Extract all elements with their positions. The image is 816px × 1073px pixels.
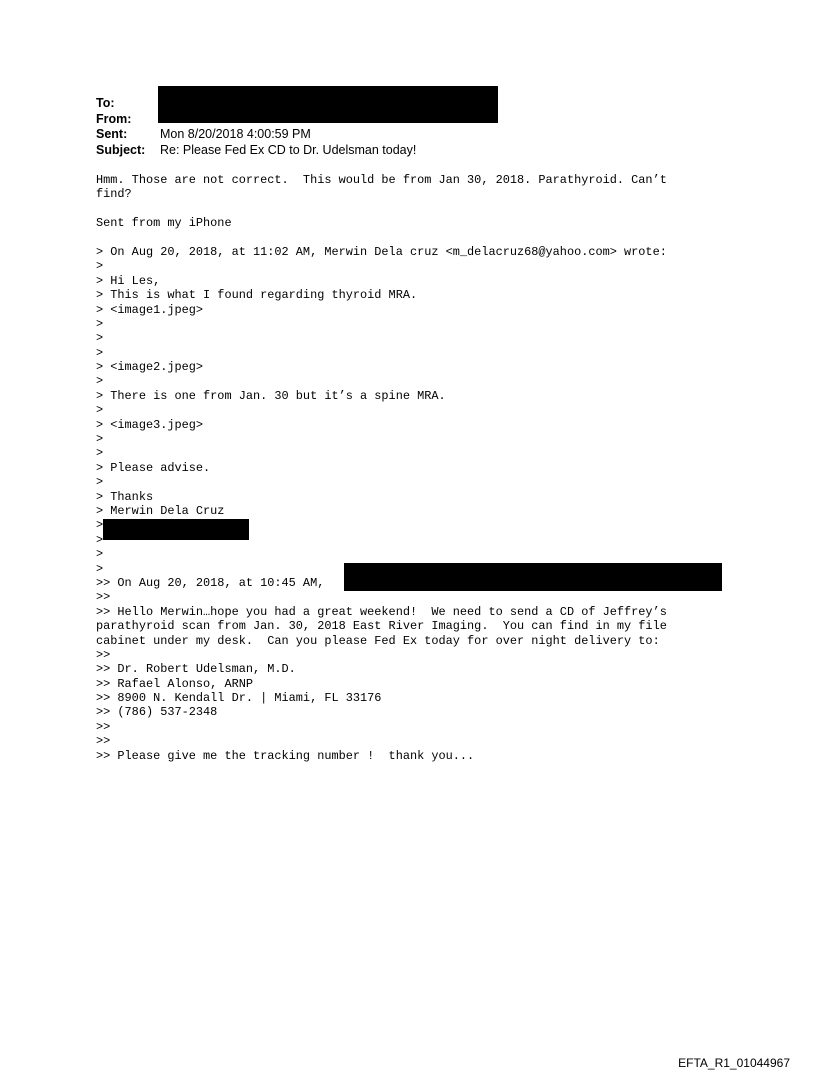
subject-row: [96, 143, 416, 159]
body-line: > Please advise.: [96, 460, 211, 475]
body-line: >> Dr. Robert Udelsman, M.D.: [96, 662, 296, 677]
body-line: > Merwin Dela Cruz: [96, 503, 225, 518]
sent-value: Mon 8/20/2018 4:00:59 PM: [160, 127, 311, 141]
body-line: >>: [96, 734, 111, 749]
redaction-sender: [344, 563, 722, 591]
document-id: EFTA_R1_01044967: [678, 1056, 790, 1070]
body-line: >> (786) 537-2348: [96, 705, 218, 720]
body-line: >: [96, 561, 104, 576]
body-line: [96, 202, 736, 216]
body-line: >> Please give me the tracking number ! thank you...: [96, 748, 475, 763]
body-line: >>: [96, 590, 111, 605]
body-line: >: [96, 446, 104, 461]
body-line: >: [96, 345, 104, 360]
body-line: >> On Aug 20, 2018, at 10:45 AM,: [96, 575, 325, 590]
body-line: >: [96, 259, 104, 274]
body-line: find?: [96, 187, 132, 202]
sent-row: [96, 127, 416, 143]
body-line: [96, 231, 736, 245]
body-line: >: [96, 518, 104, 533]
body-line: > Hi Les,: [96, 273, 161, 288]
subject-value: Re: Please Fed Ex CD to Dr. Udelsman today!: [160, 142, 417, 157]
body-line: >> Hello Merwin…hope you had a great weekend! We need to send a CD of Jeffrey’s: [96, 604, 667, 619]
from-label: From:: [96, 111, 132, 126]
body-line: > Thanks: [96, 489, 154, 504]
body-line: parathyroid scan from Jan. 30, 2018 East River Imaging. You can find in my file: [96, 619, 667, 634]
body-line: > <image2.jpeg>: [96, 360, 204, 375]
body-line: >: [96, 374, 104, 389]
body-line: > This is what I found regarding thyroid MRA.: [96, 288, 418, 303]
body-line: >>: [96, 719, 111, 734]
redaction-phone: [103, 519, 249, 540]
body-line: >: [96, 475, 104, 490]
body-line: > There is one from Jan. 30 but it’s a spine MRA.: [96, 388, 446, 403]
body-line: >: [96, 532, 104, 547]
body-line: > On Aug 20, 2018, at 11:02 AM, Merwin Dela cruz <m_delacruz68@yahoo.com> wrote:: [96, 244, 667, 259]
body-line: > <image3.jpeg>: [96, 417, 204, 432]
body-line: >> Rafael Alonso, ARNP: [96, 676, 253, 691]
body-line: >: [96, 403, 104, 418]
subject-label: Subject:: [96, 142, 146, 157]
email-body: [96, 173, 736, 763]
body-line: Sent from my iPhone: [96, 216, 232, 231]
body-line: >: [96, 331, 104, 346]
body-line: >: [96, 547, 104, 562]
redaction-to-from: [158, 86, 498, 123]
body-line: > <image1.jpeg>: [96, 302, 204, 317]
body-line: >> 8900 N. Kendall Dr. | Miami, FL 33176: [96, 691, 382, 706]
body-line: Hmm. Those are not correct. This would be from Jan 30, 2018. Parathyroid. Can’t: [96, 173, 667, 187]
sent-label: Sent:: [96, 127, 128, 141]
body-line: >: [96, 432, 104, 447]
to-label: To:: [96, 96, 115, 110]
body-line: >: [96, 316, 104, 331]
body-line: cabinet under my desk. Can you please Fed Ex today for over night delivery to:: [96, 633, 660, 648]
body-line: >>: [96, 647, 111, 662]
